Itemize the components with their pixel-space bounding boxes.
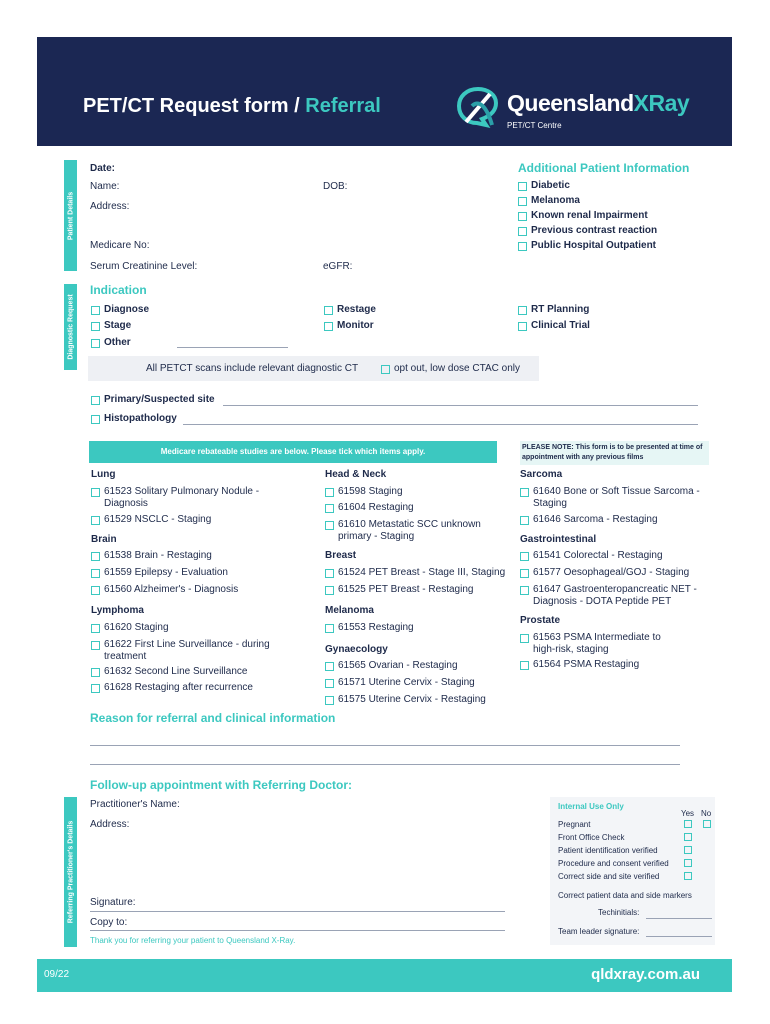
copy-to-line[interactable]: [90, 930, 505, 931]
practitioner-name-label: Practitioner's Name:: [90, 799, 180, 810]
clinical-trial-checkbox[interactable]: Clinical Trial: [518, 320, 590, 332]
procedure-consent-checkbox[interactable]: [684, 859, 692, 867]
techinitials-label: Techinitials:: [598, 908, 640, 917]
lung-heading: Lung: [91, 469, 116, 480]
gastro-heading: Gastrointestinal: [520, 534, 597, 545]
diagnose-checkbox[interactable]: Diagnose: [91, 304, 149, 316]
signature-line[interactable]: [90, 911, 505, 912]
techinitials-line[interactable]: [646, 918, 712, 919]
study-61598-checkbox[interactable]: 61598 Staging: [325, 486, 403, 498]
please-note: PLEASE NOTE: This form is to be presented at time of appointment with any previous films: [520, 441, 709, 465]
name-label: Name:: [90, 181, 120, 192]
no-header: No: [701, 809, 712, 818]
reason-heading: Reason for referral and clinical information: [90, 711, 336, 725]
referral-form-page: [37, 37, 732, 992]
histopathology-line[interactable]: [183, 424, 698, 425]
study-61622-checkbox[interactable]: 61622 First Line Surveillance - during treatment: [91, 639, 294, 663]
study-61647-checkbox[interactable]: 61647 Gastroenteropancreatic NET - Diagnosis - DOTA Peptide PET: [520, 584, 723, 608]
form-header: [37, 37, 732, 146]
rt-planning-checkbox[interactable]: RT Planning: [518, 304, 589, 316]
address-label: Address:: [90, 201, 130, 212]
side-site-checkbox[interactable]: [684, 872, 692, 880]
study-61646-checkbox[interactable]: 61646 Sarcoma - Restaging: [520, 514, 658, 526]
study-61575-checkbox[interactable]: 61575 Uterine Cervix - Restaging: [325, 694, 486, 706]
study-61563-checkbox[interactable]: 61563 PSMA Intermediate to high-risk, staging: [520, 632, 683, 656]
tab-patient-details: Patient Details: [64, 160, 77, 271]
study-61560-checkbox[interactable]: 61560 Alzheimer's - Diagnosis: [91, 584, 238, 596]
sarcoma-heading: Sarcoma: [520, 469, 563, 480]
primary-site-line[interactable]: [223, 405, 698, 406]
other-line[interactable]: [177, 347, 288, 348]
breast-heading: Breast: [325, 550, 357, 561]
study-61610-checkbox[interactable]: 61610 Metastatic SCC unknown primary - Staging: [325, 519, 508, 543]
study-61559-checkbox[interactable]: 61559 Epilepsy - Evaluation: [91, 567, 228, 579]
stage-checkbox[interactable]: Stage: [91, 320, 131, 332]
teamleader-line[interactable]: [646, 936, 712, 937]
study-61577-checkbox[interactable]: 61577 Oesophageal/GOJ - Staging: [520, 567, 689, 579]
qxr-logo-icon: [456, 86, 500, 128]
medicare-label: Medicare No:: [90, 240, 150, 251]
pregnant-label: Pregnant: [558, 820, 591, 829]
study-61525-checkbox[interactable]: 61525 PET Breast - Restaging: [325, 584, 473, 596]
thanks-note: Thank you for referring your patient to Queensland X-Ray.: [90, 936, 296, 945]
primary-site-checkbox[interactable]: Primary/Suspected site: [91, 394, 215, 406]
study-61524-checkbox[interactable]: 61524 PET Breast - Stage III, Staging: [325, 567, 505, 579]
indication-heading: Indication: [90, 283, 147, 297]
form-title: PET/CT Request form / Referral: [83, 95, 381, 117]
internal-use-panel: [550, 797, 715, 945]
study-61620-checkbox[interactable]: 61620 Staging: [91, 622, 169, 634]
study-61628-checkbox[interactable]: 61628 Restaging after recurrence: [91, 682, 253, 694]
study-61541-checkbox[interactable]: 61541 Colorectal - Restaging: [520, 550, 663, 562]
signature-label: Signature:: [90, 897, 136, 908]
medicare-banner: Medicare rebateable studies are below. Please tick which items apply.: [89, 441, 497, 463]
diabetic-checkbox[interactable]: Diabetic: [518, 180, 570, 192]
petct-note: All PETCT scans include relevant diagnostic CT: [146, 363, 359, 374]
date-label: Date:: [90, 163, 116, 174]
teamleader-label: Team leader signature:: [558, 927, 640, 936]
yes-header: Yes: [681, 809, 695, 818]
egfr-label: eGFR:: [323, 261, 353, 272]
melanoma-checkbox[interactable]: Melanoma: [518, 195, 580, 207]
footer-date: 09/22: [44, 969, 70, 980]
front-office-checkbox[interactable]: [684, 833, 692, 841]
footer-url[interactable]: qldxray.com.au: [591, 966, 700, 983]
brain-heading: Brain: [91, 534, 117, 545]
public-outpatient-checkbox[interactable]: Public Hospital Outpatient: [518, 240, 656, 252]
study-61564-checkbox[interactable]: 61564 PSMA Restaging: [520, 659, 639, 671]
brand-name: QueenslandXRay: [507, 90, 690, 116]
study-61640-checkbox[interactable]: 61640 Bone or Soft Tissue Sarcoma - Staging: [520, 486, 723, 510]
study-61529-checkbox[interactable]: 61529 NSCLC - Staging: [91, 514, 211, 526]
petct-note-bar: [88, 356, 539, 381]
procedure-consent-label: Procedure and consent verified: [558, 859, 669, 868]
additional-info-heading: Additional Patient Information: [518, 161, 690, 175]
optout-checkbox[interactable]: opt out, low dose CTAC only: [381, 363, 520, 375]
tab-practitioner-details: Referring Practitioner's Details: [64, 797, 77, 947]
reason-line-2[interactable]: [90, 764, 680, 765]
markers-label: Correct patient data and side markers: [558, 891, 692, 900]
pregnant-no-checkbox[interactable]: [703, 820, 711, 828]
front-office-label: Front Office Check: [558, 833, 625, 842]
copy-to-label: Copy to:: [90, 917, 128, 928]
histopathology-checkbox[interactable]: Histopathology: [91, 413, 177, 425]
study-61565-checkbox[interactable]: 61565 Ovarian - Restaging: [325, 660, 458, 672]
other-checkbox[interactable]: Other: [91, 337, 131, 349]
study-61523-checkbox[interactable]: 61523 Solitary Pulmonary Nodule - Diagnosis: [91, 486, 284, 510]
patient-id-checkbox[interactable]: [684, 846, 692, 854]
study-61538-checkbox[interactable]: 61538 Brain - Restaging: [91, 550, 212, 562]
study-61632-checkbox[interactable]: 61632 Second Line Surveillance: [91, 666, 247, 678]
restage-checkbox[interactable]: Restage: [324, 304, 376, 316]
creatinine-label: Serum Creatinine Level:: [90, 261, 198, 272]
followup-heading: Follow-up appointment with Referring Doctor:: [90, 778, 352, 792]
side-site-label: Correct side and site verified: [558, 872, 660, 881]
study-61571-checkbox[interactable]: 61571 Uterine Cervix - Staging: [325, 677, 475, 689]
patient-id-label: Patient identification verified: [558, 846, 658, 855]
renal-impairment-checkbox[interactable]: Known renal Impairment: [518, 210, 648, 222]
dob-label: DOB:: [323, 181, 348, 192]
study-61604-checkbox[interactable]: 61604 Restaging: [325, 502, 414, 514]
practitioner-address-label: Address:: [90, 819, 130, 830]
gynaecology-heading: Gynaecology: [325, 644, 388, 655]
headneck-heading: Head & Neck: [325, 469, 387, 480]
prostate-heading: Prostate: [520, 615, 561, 626]
brand-subtitle: PET/CT Centre: [507, 121, 562, 130]
monitor-checkbox[interactable]: Monitor: [324, 320, 374, 332]
tab-diagnostic-request: Diagnostic Request: [64, 284, 77, 370]
pregnant-yes-checkbox[interactable]: [684, 820, 692, 828]
melanoma-heading: Melanoma: [325, 605, 374, 616]
footer-bar: [37, 959, 732, 992]
study-61553-checkbox[interactable]: 61553 Restaging: [325, 622, 414, 634]
lymphoma-heading: Lymphoma: [91, 605, 144, 616]
internal-use-heading: Internal Use Only: [558, 802, 624, 811]
contrast-reaction-checkbox[interactable]: Previous contrast reaction: [518, 225, 657, 237]
reason-line-1[interactable]: [90, 745, 680, 746]
